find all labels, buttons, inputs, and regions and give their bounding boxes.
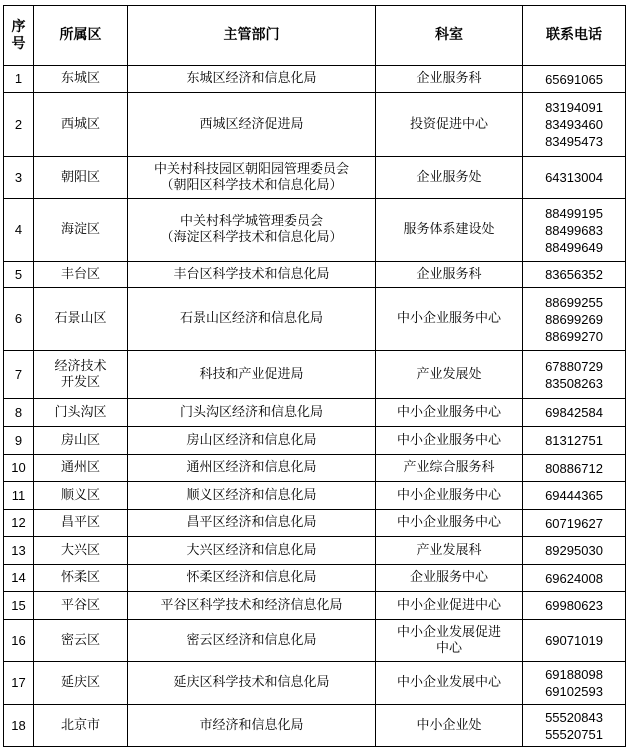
cell-district bbox=[34, 66, 128, 93]
cell-phone-line: 55520751 bbox=[545, 726, 603, 742]
cell-office bbox=[376, 262, 523, 288]
cell-district bbox=[34, 288, 128, 351]
cell-phone bbox=[523, 351, 626, 399]
cell-phone-line: 81312751 bbox=[545, 433, 603, 448]
cell-office bbox=[376, 455, 523, 482]
cell-phone-line: 80886712 bbox=[545, 460, 603, 476]
header-dept: 主管部门 bbox=[128, 6, 376, 66]
cell-district bbox=[34, 427, 128, 455]
cell-district-line: 怀柔区 bbox=[60, 570, 100, 585]
cell-district bbox=[34, 592, 128, 620]
cell-phone bbox=[523, 93, 626, 157]
table-row bbox=[4, 705, 626, 747]
cell-dept-line: 石景山区经济和信息化局 bbox=[179, 311, 323, 326]
cell-no: 6 bbox=[4, 288, 34, 351]
cell-office bbox=[376, 537, 523, 565]
table-row bbox=[4, 510, 626, 537]
cell-office bbox=[376, 66, 523, 93]
cell-dept-line: 平谷区科学技术和经济信息化局 bbox=[160, 597, 343, 613]
cell-office-line: 中小企业服务中心 bbox=[396, 487, 501, 503]
cell-district-line: 平谷区 bbox=[60, 597, 100, 613]
cell-phone bbox=[523, 565, 626, 592]
cell-district-line: 北京市 bbox=[60, 717, 100, 733]
cell-dept bbox=[128, 288, 376, 351]
table-row bbox=[4, 427, 626, 455]
cell-dept-line: 通州区经济和信息化局 bbox=[186, 460, 317, 475]
cell-phone bbox=[523, 537, 626, 565]
cell-dept bbox=[128, 427, 376, 455]
cell-district-line: 大兴区 bbox=[60, 542, 100, 558]
cell-office bbox=[376, 592, 523, 620]
cell-phone-line: 88699270 bbox=[545, 328, 603, 344]
cell-district-line: 朝阳区 bbox=[60, 169, 100, 185]
table-row bbox=[4, 399, 626, 427]
cell-dept-line: 西城区经济促进局 bbox=[199, 116, 304, 132]
cell-district-line: 顺义区 bbox=[60, 487, 100, 503]
cell-phone-line: 88699269 bbox=[545, 311, 603, 327]
cell-dept bbox=[128, 351, 376, 399]
header-row bbox=[4, 6, 626, 66]
cell-office bbox=[376, 662, 523, 705]
cell-dept bbox=[128, 455, 376, 482]
table-row bbox=[4, 288, 626, 351]
cell-office-line: 投资促进中心 bbox=[409, 116, 488, 132]
cell-district bbox=[34, 482, 128, 510]
cell-no: 4 bbox=[4, 199, 34, 262]
cell-district bbox=[34, 565, 128, 592]
cell-phone-line: 69624008 bbox=[545, 570, 603, 586]
cell-district bbox=[34, 157, 128, 199]
cell-no: 15 bbox=[4, 592, 34, 620]
cell-dept bbox=[128, 510, 376, 537]
cell-dept bbox=[128, 66, 376, 93]
cell-district bbox=[34, 199, 128, 262]
cell-office bbox=[376, 351, 523, 399]
cell-no: 5 bbox=[4, 262, 34, 288]
cell-office-line: 服务体系建设处 bbox=[403, 222, 495, 237]
cell-dept bbox=[128, 537, 376, 565]
cell-phone bbox=[523, 592, 626, 620]
cell-dept bbox=[128, 399, 376, 427]
cell-office-line: 企业服务科 bbox=[416, 266, 482, 282]
cell-district-line: 门头沟区 bbox=[54, 404, 107, 420]
cell-phone bbox=[523, 399, 626, 427]
table-row bbox=[4, 620, 626, 662]
cell-dept bbox=[128, 482, 376, 510]
cell-office bbox=[376, 288, 523, 351]
cell-office bbox=[376, 482, 523, 510]
cell-no: 17 bbox=[4, 662, 34, 705]
cell-phone bbox=[523, 620, 626, 662]
cell-office bbox=[376, 620, 523, 662]
cell-dept-line: 丰台区科学技术和信息化局 bbox=[173, 266, 330, 282]
cell-phone-line: 88499649 bbox=[545, 239, 603, 255]
cell-office-line: 中小企业发展中心 bbox=[396, 675, 501, 690]
header-office: 科室 bbox=[376, 6, 523, 66]
cell-dept-line: （朝阳区科学技术和信息化局） bbox=[160, 177, 343, 193]
cell-dept-line: 中关村科技园区朝阳园管理委员会 bbox=[153, 161, 349, 177]
cell-phone-line: 69102593 bbox=[545, 684, 603, 699]
cell-office-line: 中心 bbox=[435, 640, 462, 656]
cell-district bbox=[34, 537, 128, 565]
cell-office-line: 企业服务中心 bbox=[409, 570, 488, 585]
cell-office-line: 产业发展处 bbox=[416, 366, 482, 382]
cell-no: 18 bbox=[4, 705, 34, 747]
cell-office-line: 产业发展科 bbox=[416, 542, 482, 558]
table-row bbox=[4, 537, 626, 565]
cell-office-line: 中小企业服务中心 bbox=[396, 311, 501, 326]
cell-office-line: 企业服务科 bbox=[416, 71, 482, 86]
cell-district-line: 通州区 bbox=[60, 460, 100, 475]
cell-district-line: 房山区 bbox=[60, 432, 100, 448]
cell-dept-line: 东城区经济和信息化局 bbox=[186, 71, 317, 86]
cell-dept-line: 延庆区科学技术和信息化局 bbox=[173, 675, 330, 690]
cell-district-line: 石景山区 bbox=[54, 311, 107, 326]
cell-office bbox=[376, 705, 523, 747]
cell-dept-line: 中关村科学城管理委员会 bbox=[179, 214, 323, 229]
cell-dept bbox=[128, 565, 376, 592]
table-row bbox=[4, 455, 626, 482]
cell-district bbox=[34, 351, 128, 399]
cell-phone bbox=[523, 199, 626, 262]
cell-phone-line: 83194091 bbox=[545, 100, 603, 115]
table-row bbox=[4, 565, 626, 592]
cell-district-line: 丰台区 bbox=[60, 266, 100, 282]
cell-office-line: 中小企业促进中心 bbox=[396, 597, 501, 613]
cell-no: 1 bbox=[4, 66, 34, 93]
cell-district bbox=[34, 93, 128, 157]
cell-no: 8 bbox=[4, 399, 34, 427]
cell-phone bbox=[523, 427, 626, 455]
cell-no: 13 bbox=[4, 537, 34, 565]
cell-no: 7 bbox=[4, 351, 34, 399]
header-district: 所属区 bbox=[34, 6, 128, 66]
cell-no: 14 bbox=[4, 565, 34, 592]
cell-district-line: 经济技术 bbox=[54, 358, 107, 374]
table-row bbox=[4, 351, 626, 399]
cell-district bbox=[34, 705, 128, 747]
cell-office bbox=[376, 510, 523, 537]
cell-dept bbox=[128, 620, 376, 662]
cell-office-line: 中小企业服务中心 bbox=[396, 515, 501, 530]
cell-phone bbox=[523, 157, 626, 199]
cell-district bbox=[34, 399, 128, 427]
cell-office bbox=[376, 157, 523, 199]
cell-no: 2 bbox=[4, 93, 34, 157]
cell-office bbox=[376, 399, 523, 427]
cell-phone-line: 88499195 bbox=[545, 205, 603, 221]
cell-office-line: 企业服务处 bbox=[416, 169, 482, 185]
cell-dept-line: 怀柔区经济和信息化局 bbox=[186, 570, 317, 585]
cell-phone-line: 69188098 bbox=[545, 667, 603, 682]
cell-dept bbox=[128, 705, 376, 747]
cell-district-line: 密云区 bbox=[60, 632, 100, 648]
cell-no: 3 bbox=[4, 157, 34, 199]
cell-district-line: 开发区 bbox=[60, 374, 100, 390]
header-no: 序号 bbox=[4, 6, 34, 66]
cell-district-line: 西城区 bbox=[60, 116, 100, 132]
cell-district bbox=[34, 262, 128, 288]
cell-district bbox=[34, 455, 128, 482]
contact-table bbox=[3, 5, 626, 747]
cell-phone-line: 83656352 bbox=[545, 267, 603, 282]
table-row bbox=[4, 592, 626, 620]
cell-district bbox=[34, 662, 128, 705]
table-row bbox=[4, 93, 626, 157]
header-phone: 联系电话 bbox=[523, 6, 626, 66]
cell-district bbox=[34, 510, 128, 537]
cell-no: 9 bbox=[4, 427, 34, 455]
cell-dept-line: 门头沟区经济和信息化局 bbox=[179, 404, 323, 420]
table-row bbox=[4, 157, 626, 199]
cell-dept-line: 顺义区经济和信息化局 bbox=[186, 487, 317, 503]
cell-phone-line: 64313004 bbox=[545, 170, 603, 185]
table-row bbox=[4, 66, 626, 93]
cell-phone-line: 89295030 bbox=[545, 543, 603, 558]
cell-office-line: 中小企业服务中心 bbox=[396, 432, 501, 448]
cell-office bbox=[376, 199, 523, 262]
cell-dept bbox=[128, 662, 376, 705]
cell-office bbox=[376, 427, 523, 455]
cell-dept-line: 昌平区经济和信息化局 bbox=[186, 515, 317, 530]
cell-dept-line: 大兴区经济和信息化局 bbox=[186, 542, 317, 558]
cell-phone-line: 55520843 bbox=[545, 709, 603, 725]
cell-office bbox=[376, 93, 523, 157]
cell-dept bbox=[128, 157, 376, 199]
cell-phone-line: 69980623 bbox=[545, 598, 603, 613]
cell-phone-line: 69842584 bbox=[545, 405, 603, 420]
cell-district-line: 东城区 bbox=[60, 71, 100, 86]
cell-dept-line: 市经济和信息化局 bbox=[199, 717, 304, 733]
cell-office-line: 中小企业处 bbox=[416, 717, 482, 733]
cell-phone-line: 88499683 bbox=[545, 222, 603, 238]
cell-dept-line: （海淀区科学技术和信息化局） bbox=[160, 230, 343, 245]
table-row bbox=[4, 662, 626, 705]
cell-phone-line: 67880729 bbox=[545, 358, 603, 374]
cell-phone-line: 65691065 bbox=[545, 71, 603, 87]
cell-dept bbox=[128, 93, 376, 157]
cell-phone-line: 88699255 bbox=[545, 294, 603, 310]
cell-phone bbox=[523, 455, 626, 482]
cell-phone bbox=[523, 66, 626, 93]
cell-phone bbox=[523, 262, 626, 288]
cell-dept-line: 房山区经济和信息化局 bbox=[186, 432, 317, 448]
cell-phone-line: 60719627 bbox=[545, 515, 603, 531]
cell-dept-line: 科技和产业促进局 bbox=[199, 366, 304, 382]
cell-phone bbox=[523, 288, 626, 351]
cell-phone-line: 83493460 bbox=[545, 117, 603, 132]
cell-phone-line: 69444365 bbox=[545, 488, 603, 503]
cell-office-line: 中小企业服务中心 bbox=[396, 404, 501, 420]
cell-phone-line: 83508263 bbox=[545, 375, 603, 391]
table-row bbox=[4, 262, 626, 288]
cell-dept bbox=[128, 262, 376, 288]
cell-office bbox=[376, 565, 523, 592]
table-row bbox=[4, 199, 626, 262]
cell-phone-line: 83495473 bbox=[545, 134, 603, 149]
cell-no: 11 bbox=[4, 482, 34, 510]
cell-phone-line: 69071019 bbox=[545, 633, 603, 648]
table-row bbox=[4, 482, 626, 510]
cell-phone bbox=[523, 705, 626, 747]
cell-office-line: 中小企业发展促进 bbox=[396, 624, 501, 640]
cell-phone bbox=[523, 482, 626, 510]
cell-district-line: 海淀区 bbox=[60, 222, 100, 237]
cell-district bbox=[34, 620, 128, 662]
cell-district-line: 昌平区 bbox=[60, 515, 100, 530]
cell-no: 12 bbox=[4, 510, 34, 537]
cell-dept-line: 密云区经济和信息化局 bbox=[186, 632, 317, 648]
cell-no: 10 bbox=[4, 455, 34, 482]
cell-no: 16 bbox=[4, 620, 34, 662]
cell-office-line: 产业综合服务科 bbox=[403, 460, 495, 475]
cell-dept bbox=[128, 199, 376, 262]
cell-dept bbox=[128, 592, 376, 620]
cell-phone bbox=[523, 662, 626, 705]
cell-district-line: 延庆区 bbox=[60, 675, 100, 690]
cell-phone bbox=[523, 510, 626, 537]
